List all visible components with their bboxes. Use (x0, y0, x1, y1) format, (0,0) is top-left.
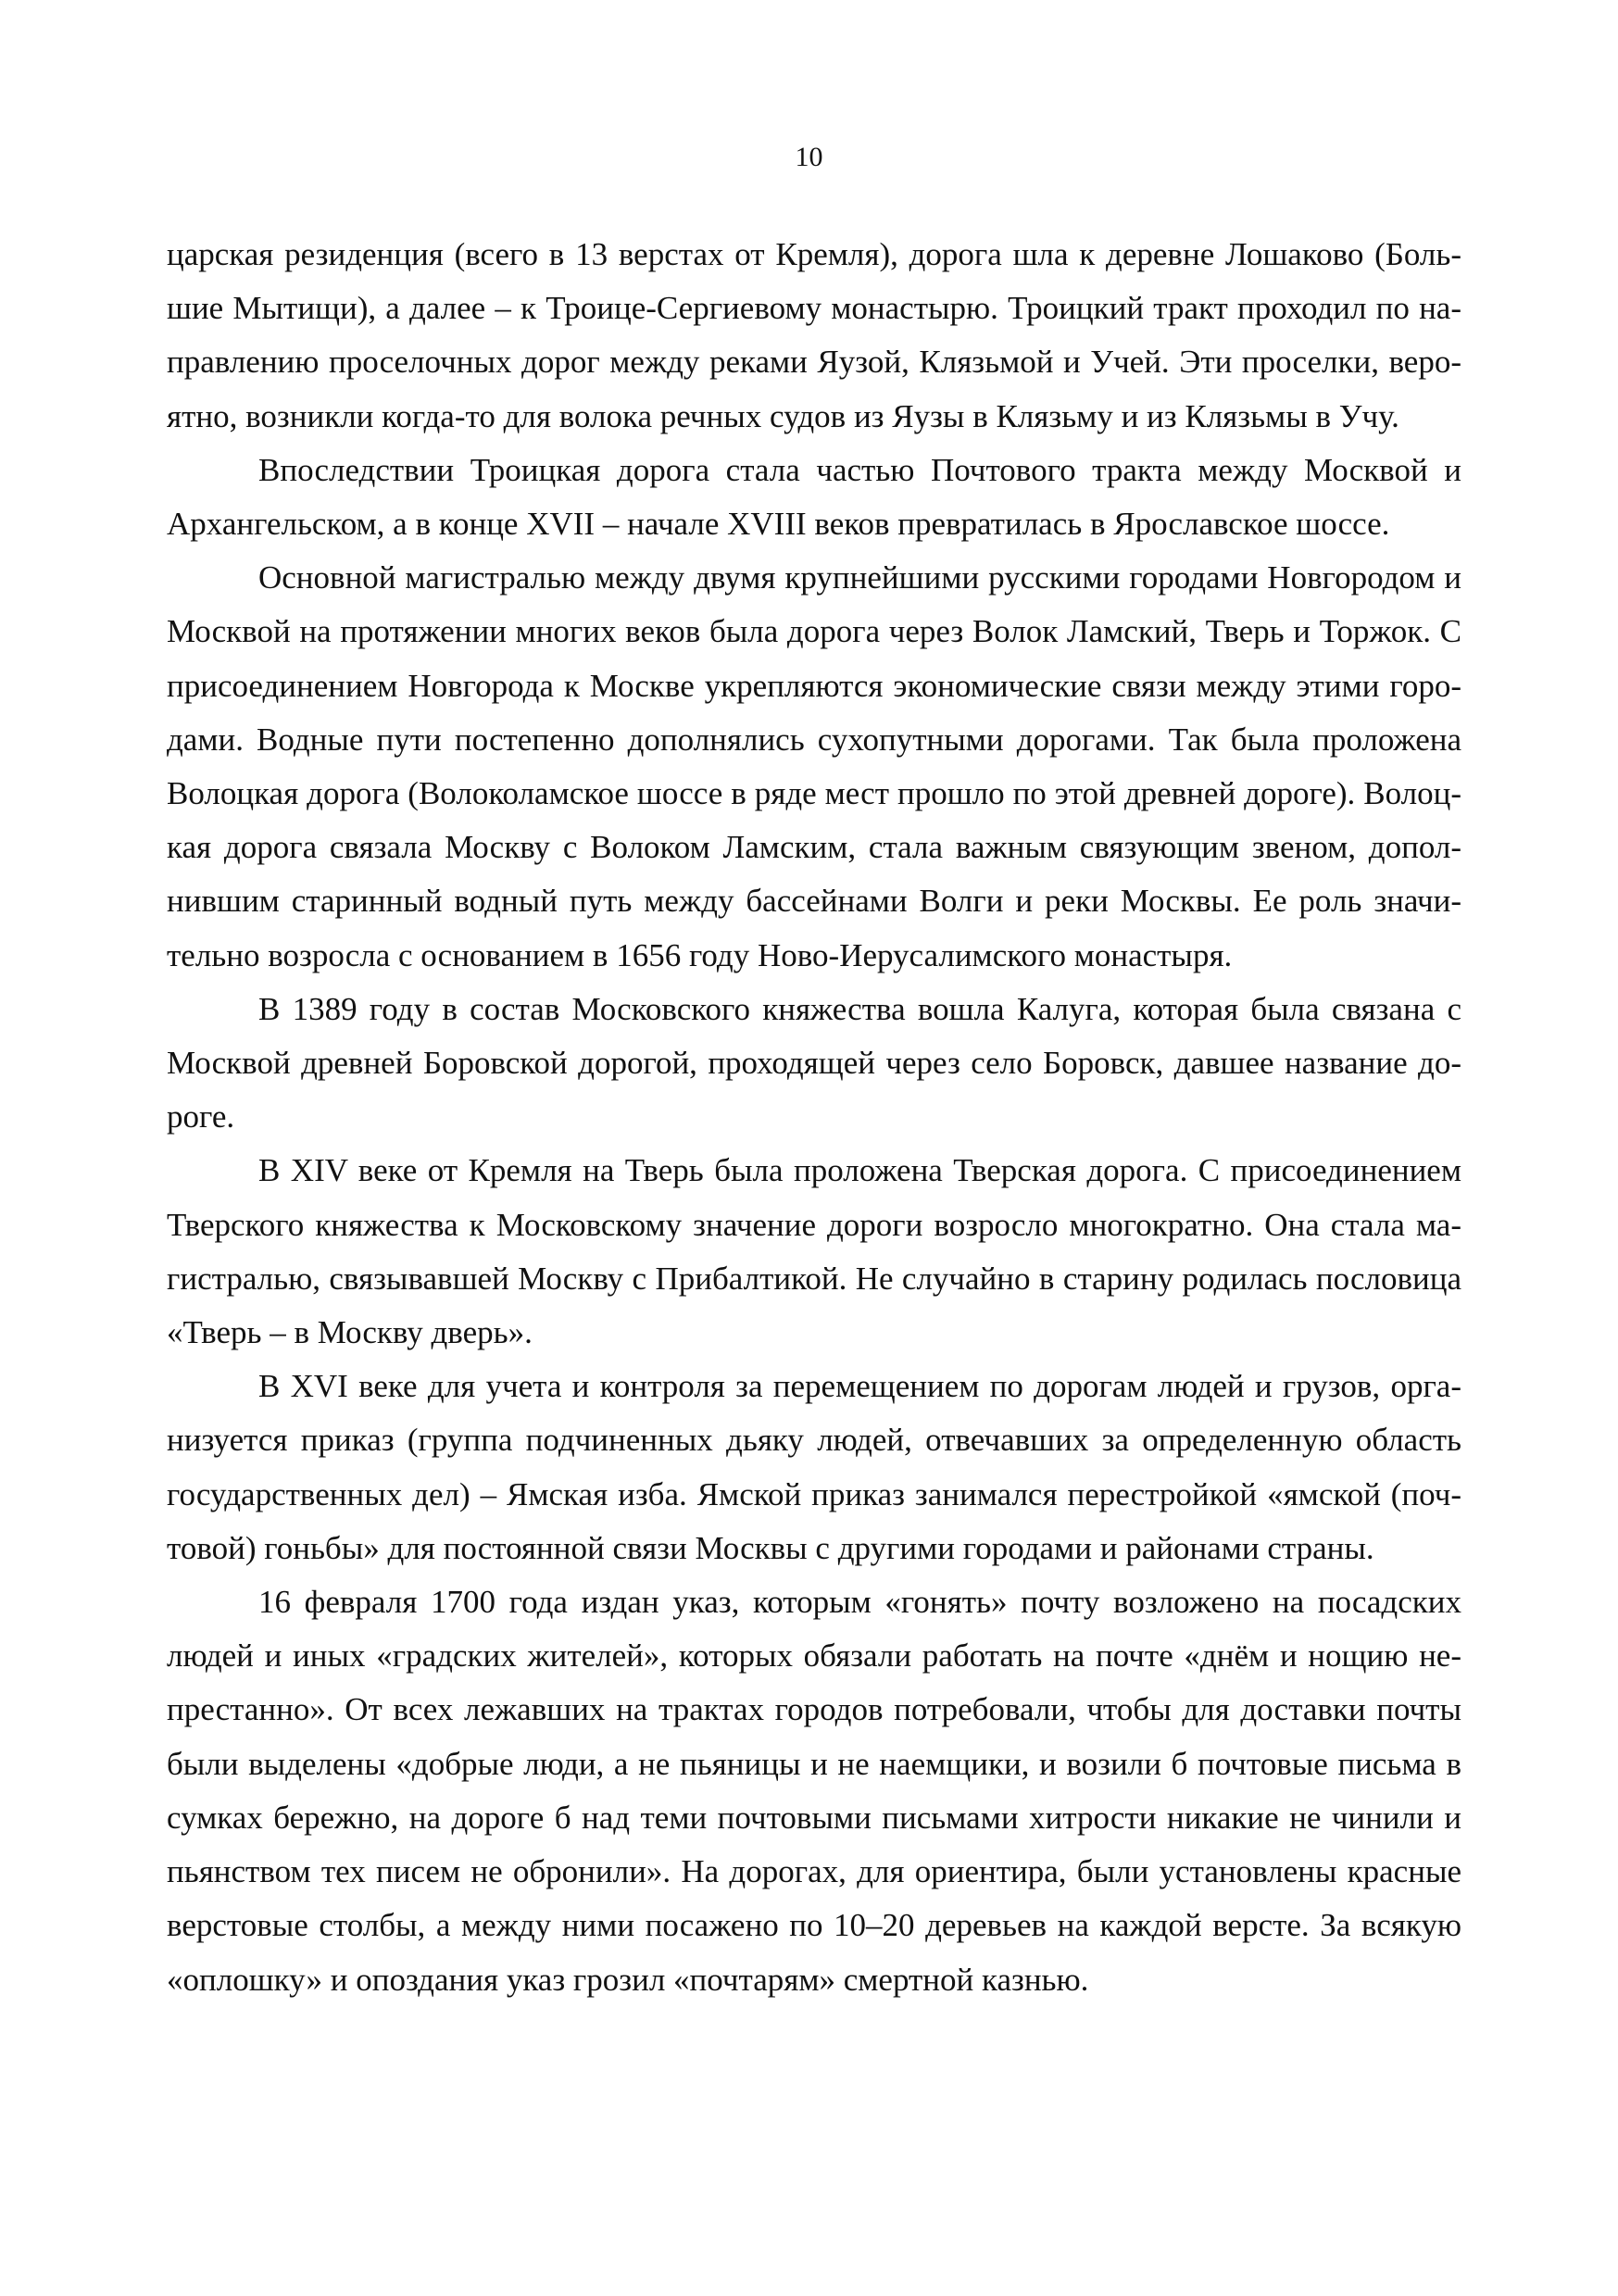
paragraph-borovsk-road: В 1389 году в состав Московского княжества вошла Калуга, которая была связана с Москвой древней Боровской дорогой, проходящей через село Боровск, давшее название дороге. (167, 990, 1461, 1135)
body-text (167, 228, 1461, 2007)
paragraph-continuation: царская резиденция (всего в 13 верстах от Кремля), дорога шла к деревне Лошаково (Большие Мытищи), а далее – к Троице-Сергиевому монастырю. Троицкий тракт проходил по направлению проселочных дорог между реками Яузой, Клязьмой и Учей. Эти проселки, вероятно, возникли когда-то для волока речных судов из Яузы в Клязьму и из Клязьмы в Учу. (167, 236, 1461, 434)
paragraph-yamskaya-izba: В XVI веке для учета и контроля за перемещением по дорогам людей и грузов, организуется приказ (группа подчиненных дьяку людей, отвечавших за определенную область государственных дел) – Ямская изба. Ямской приказ занимался перестройкой «ямской (почтовой) гоньбы» для постоянной связи Москвы с другими городами и районами страны. (167, 1368, 1461, 1566)
paragraph-volotsk-road: Основной магистралью между двумя крупнейшими русскими городами Новгородом и Москвой на протяжении многих веков была дорога через Волок Ламский, Тверь и Торжок. С присоединением Новгорода к Москве укрепляются экономические связи между этими городами. Водные пути постепенно дополнялись сухопутными дорогами. Так была проложена Волоцкая дорога (Волоколамское шоссе в ряде мест прошло по этой древней дороге). Волоцкая дорога связала Москву с Волоком Ламским, стала важным связующим звеном, дополнившим старинный водный путь между бассейнами Волги и реки Москвы. Ее роль значительно возросла с основанием в 1656 году Ново-Иерусалимского монастыря. (167, 559, 1461, 973)
page-number: 10 (795, 142, 823, 172)
paragraph-postal-decree: 16 февраля 1700 года издан указ, которым «гонять» почту возложено на посадских людей и иных «градских жителей», которых обязали работать на почте «днём и нощию непрестанно». От всех лежавших на трактах городов потребовали, чтобы для доставки почты были выделены «добрые люди, а не пьяницы и не наемщики, и возили б почтовые письма в сумках бережно, на дороге б над теми почтовыми письмами хитрости никакие не чинили и пьянством тех писем не обронили». На дорогах, для ориентира, были установлены красные верстовые столбы, а между ними посажено по 10–20 деревьев на каждой версте. За всякую «оплошку» и опоздания указ грозил «почтарям» смертной казнью. (167, 1584, 1461, 1998)
paragraph-troitsk-road: Впоследствии Троицкая дорога стала частью Почтового тракта между Москвой и Архангельском, а в конце XVII – начале XVIII веков превратилась в Ярославское шоссе. (167, 451, 1461, 543)
paragraph-tver-road: В XIV веке от Кремля на Тверь была проложена Тверская дорога. С присоединением Тверского княжества к Московскому значение дороги возросло многократно. Она стала магистралью, связывавшей Москву с Прибалтикой. Не случайно в старину родилась пословица «Тверь – в Москву дверь». (167, 1152, 1461, 1351)
